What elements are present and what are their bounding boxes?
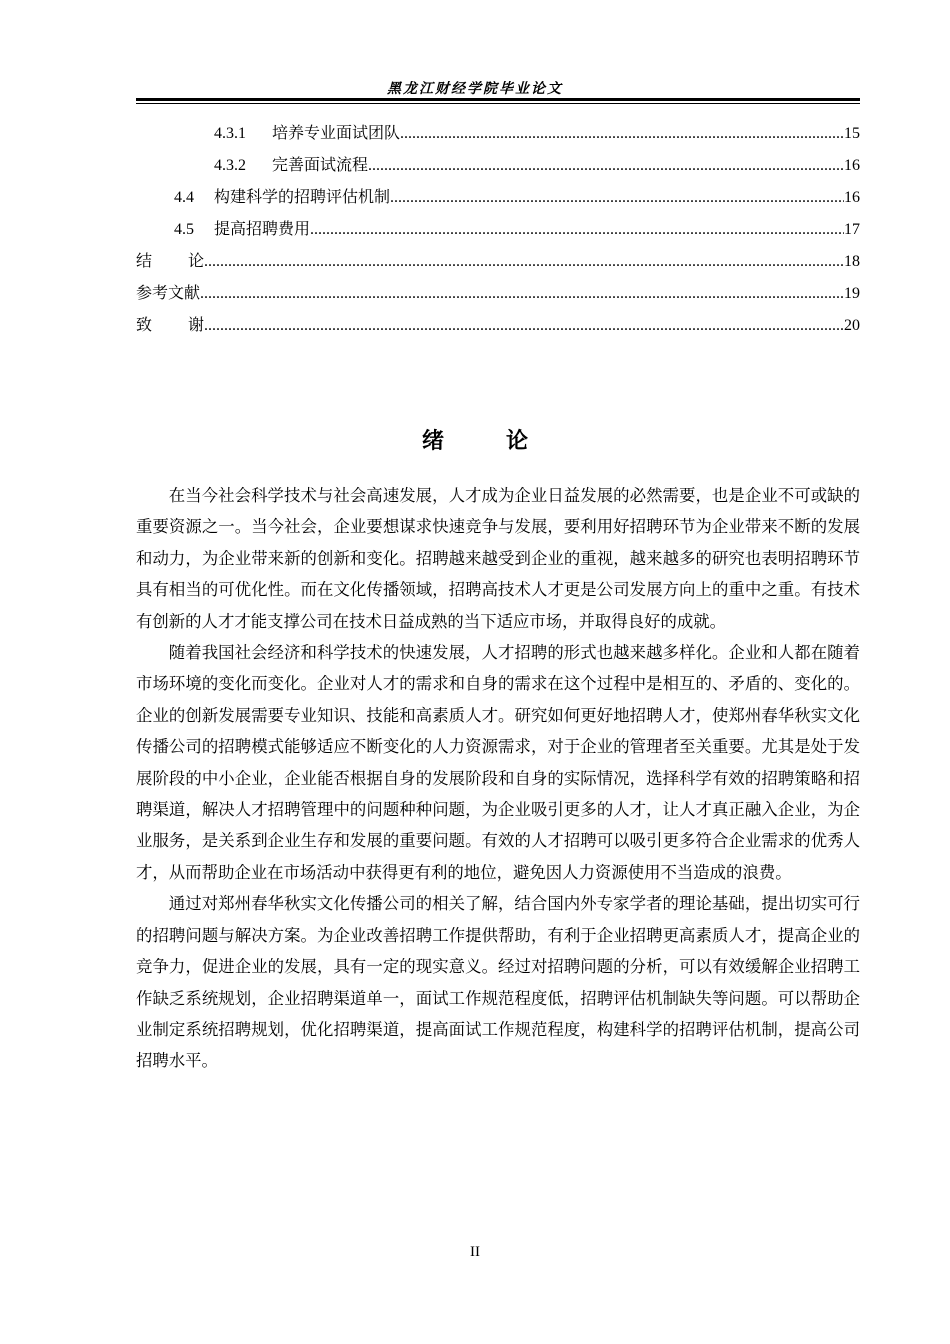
toc-entry-number: 4.4 <box>174 189 194 206</box>
toc-entry-page: 20 <box>844 317 860 334</box>
toc-entry-page: 17 <box>844 221 860 238</box>
toc-entry-number: 4.5 <box>174 221 194 238</box>
body-paragraph: 通过对郑州春华秋实文化传播公司的相关了解，结合国内外专家学者的理论基础，提出切实可行的招聘问题与解决方案。为企业改善招聘工作提供帮助，有利于企业招聘更高素质人才，提高企业的竞争力，促进企业的发展，具有一定的现实意义。经过对招聘问题的分析，可以有效缓解企业招聘工作缺乏系统规划，企业招聘渠道单一，面试工作规范程度低，招聘评估机制缺失等问题。可以帮助企业制定系统招聘规划，优化招聘渠道，提高面试工作规范程度，构建科学的招聘评估机制，提高公司招聘水平。 <box>136 894 860 1071</box>
toc-leader-dots <box>400 123 844 145</box>
toc-entry-title-part: 论 <box>188 251 205 270</box>
body-paragraph: 在当今社会科学技术与社会高速发展，人才成为企业日益发展的必然需要，也是企业不可或缺的重要资源之一。当今社会，企业要想谋求快速竞争与发展，要利用好招聘环节为企业带来不断的发展和动力，为企业带来新的创新和变化。招聘越来越受到企业的重视，越来越多的研究也表明招聘环节具有相当的可优化性。而在文化传播领域，招聘高技术人才更是公司发展方向上的重中之重。有技术有创新的人才才能支撑公司在技术日益成熟的当下适应市场，并取得良好的成就。 <box>136 486 860 631</box>
running-header: 黑龙江财经学院毕业论文 <box>387 81 563 97</box>
toc-entry-number: 4.3.1 <box>214 125 246 142</box>
toc-entry-title: 完善面试流程 <box>272 155 369 174</box>
header-rule-thin <box>136 103 860 104</box>
toc-entry[interactable] <box>136 122 860 154</box>
toc-entry[interactable] <box>136 250 860 282</box>
toc-leader-dots <box>390 187 844 209</box>
toc-entry-page: 16 <box>844 189 860 206</box>
toc-entry[interactable] <box>136 314 860 346</box>
toc-entry-title-part: 结 <box>136 251 189 270</box>
section-heading <box>0 424 950 455</box>
toc-entry[interactable] <box>136 154 860 186</box>
body-paragraph: 随着我国社会经济和科学技术的快速发展，人才招聘的形式也越来越多样化。企业和人都在随着市场环境的变化而变化。企业对人才的需求和自身的需求在这个过程中是相互的、矛盾的、变化的。企业的创新发展需要专业知识、技能和高素质人才。研究如何更好地招聘人才，使郑州春华秋实文化传播公司的招聘模式能够适应不断变化的人力资源需求，对于企业的管理者至关重要。尤其是处于发展阶段的中小企业，企业能否根据自身的发展阶段和自身的实际情况，选择科学有效的招聘策略和招聘渠道，解决人才招聘管理中的问题种种问题，为企业吸引更多的人才，让人才真正融入企业，为企业服务，是关系到企业生存和发展的重要问题。有效的人才招聘可以吸引更多符合企业需求的优秀人才，从而帮助企业在市场活动中获得更有利的地位，避免因人力资源使用不当造成的浪费。 <box>136 643 860 882</box>
toc-leader-dots <box>368 155 844 177</box>
toc-entry-title-part: 致 <box>136 315 189 334</box>
section-heading-part: 绪 <box>421 429 444 454</box>
page-number: II <box>470 1244 480 1260</box>
table-of-contents <box>136 122 860 346</box>
toc-entry-title: 培养专业面试团队 <box>272 123 401 142</box>
toc-entry-title: 提高招聘费用 <box>214 219 311 238</box>
toc-entry-page: 16 <box>844 157 860 174</box>
section-heading-part: 论 <box>506 429 529 454</box>
toc-entry-page: 15 <box>844 125 860 142</box>
header-rule-thick <box>136 98 860 101</box>
toc-leader-dots <box>204 251 844 273</box>
toc-entry[interactable] <box>136 218 860 250</box>
toc-leader-dots <box>200 283 844 305</box>
toc-entry-title: 参考文献 <box>136 283 201 302</box>
toc-leader-dots <box>310 219 844 241</box>
section-body <box>136 480 860 1077</box>
toc-leader-dots <box>204 315 844 337</box>
toc-entry-number: 4.3.2 <box>214 157 246 174</box>
toc-entry[interactable] <box>136 186 860 218</box>
toc-entry-title: 构建科学的招聘评估机制 <box>214 187 391 206</box>
toc-entry-title-part: 谢 <box>188 315 205 334</box>
toc-entry-page: 19 <box>844 285 860 302</box>
toc-entry-page: 18 <box>844 253 860 270</box>
toc-entry[interactable] <box>136 282 860 314</box>
